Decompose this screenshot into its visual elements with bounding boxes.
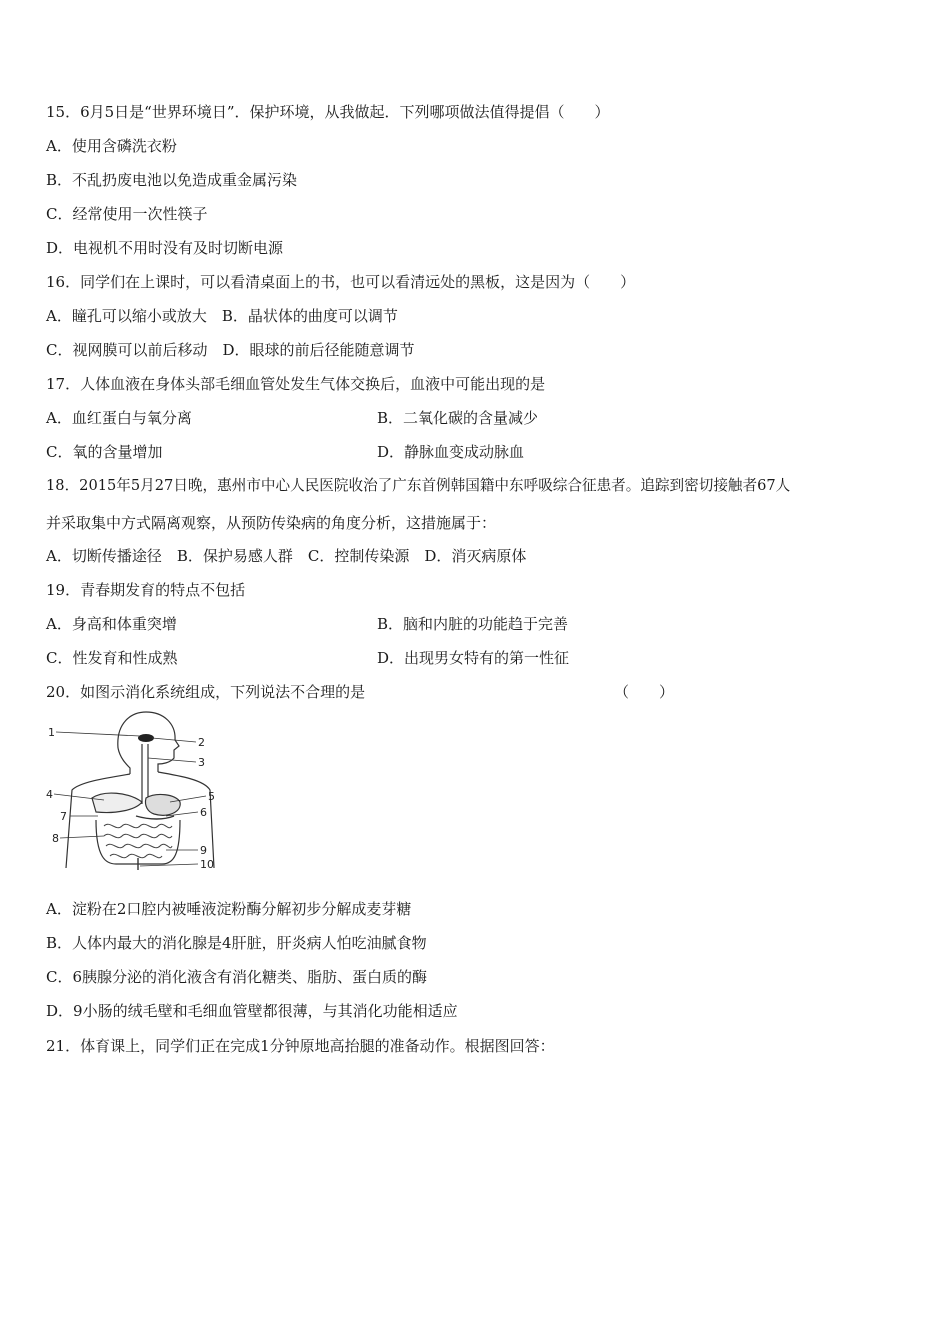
digestive-system-figure	[46, 708, 226, 876]
q18-stem-line2: 并采取集中方式隔离观察，从预防传染病的角度分析，这措施属于：	[46, 514, 497, 532]
q17-stem: 17．人体血液在身体头部毛细血管处发生气体交换后，血液中可能出现的是	[46, 375, 546, 393]
q20-option-d: D．9小肠的绒毛壁和毛细血管壁都很薄，与其消化功能相适应	[46, 1002, 458, 1020]
q20-option-a: A．淀粉在2口腔内被唾液淀粉酶分解初步分解成麦芽糖	[46, 900, 412, 918]
label-4: 4	[46, 788, 53, 801]
q19-option-c: C．性发育和性成熟	[46, 649, 178, 667]
q15-stem: 15．6月5日是“世界环境日”．保护环境，从我做起．下列哪项做法值得提倡（ ）	[46, 103, 610, 121]
q16-options-row2: C．视网膜可以前后移动 D．眼球的前后径能随意调节	[46, 341, 415, 359]
q20-answer-bracket: （ ）	[614, 683, 675, 701]
q17-option-c: C．氧的含量增加	[46, 443, 163, 461]
q15-option-c: C．经常使用一次性筷子	[46, 205, 208, 223]
q15-option-b: B．不乱扔废电池以免造成重金属污染	[46, 171, 298, 189]
label-9: 9	[200, 844, 207, 857]
label-5: 5	[208, 790, 215, 803]
label-1: 1	[48, 726, 55, 739]
label-3: 3	[198, 756, 205, 769]
q19-option-d: D．出现男女特有的第一性征	[377, 649, 570, 667]
q17-option-a: A．血红蛋白与氧分离	[46, 409, 192, 427]
label-2: 2	[198, 736, 205, 749]
q19-option-b: B．脑和内脏的功能趋于完善	[377, 615, 569, 633]
label-6: 6	[200, 806, 207, 819]
q17-option-d: D．静脉血变成动脉血	[377, 443, 525, 461]
q20-option-c: C．6胰腺分泌的消化液含有消化糖类、脂肪、蛋白质的酶	[46, 968, 428, 986]
q15-option-d: D．电视机不用时没有及时切断电源	[46, 239, 284, 257]
q15-option-a: A．使用含磷洗衣粉	[46, 137, 177, 155]
q21-stem: 21．体育课上，同学们正在完成1分钟原地高抬腿的准备动作。根据图回答：	[46, 1037, 555, 1055]
label-8: 8	[52, 832, 59, 845]
q16-options-row1: A．瞳孔可以缩小或放大 B．晶状体的曲度可以调节	[46, 307, 398, 325]
q20-option-b: B．人体内最大的消化腺是4肝脏，肝炎病人怕吃油腻食物	[46, 934, 427, 952]
q20-stem: 20．如图示消化系统组成，下列说法不合理的是	[46, 683, 366, 701]
q18-options: A．切断传播途径 B．保护易感人群 C．控制传染源 D．消灭病原体	[46, 547, 527, 565]
q17-option-b: B．二氧化碳的含量减少	[377, 409, 539, 427]
q18-stem-line1: 18．2015年5月27日晚，惠州市中心人民医院收治了广东首例韩国籍中东呼吸综合征患者。追踪到密切接触者67人	[46, 477, 791, 494]
q19-option-a: A．身高和体重突增	[46, 615, 177, 633]
q19-stem: 19．青春期发育的特点不包括	[46, 581, 246, 599]
label-10: 10	[200, 858, 214, 871]
q16-stem: 16．同学们在上课时，可以看清桌面上的书，也可以看清远处的黑板，这是因为（ ）	[46, 273, 636, 291]
label-7: 7	[60, 810, 67, 823]
